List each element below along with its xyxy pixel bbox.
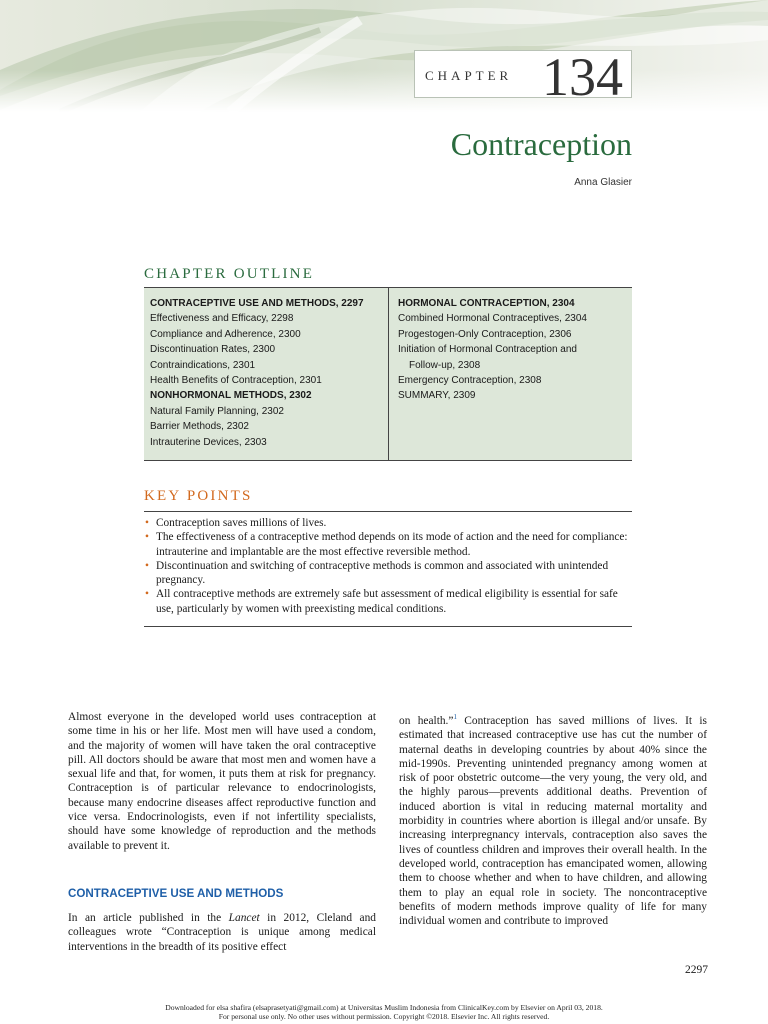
download-footer (0, 1003, 768, 1022)
outline-item[interactable]: Effectiveness and Efficacy, 2298 (150, 313, 294, 325)
key-point-text: The effectiveness of a contraceptive method depends on its mode of action and the need for compliance: intrauterine and implantable are the most effective reversible method. (156, 531, 628, 558)
reference-superscript[interactable]: 1 (453, 713, 457, 721)
outline-item[interactable]: Discontinuation Rates, 2300 (150, 344, 276, 356)
outline-item[interactable]: HORMONAL CONTRACEPTION, 2304 (398, 298, 575, 309)
body-left-column (68, 710, 376, 853)
key-point-text: Discontinuation and switching of contraceptive methods is common and associated with unintended pregnancy. (156, 559, 609, 587)
section-paragraph (68, 911, 376, 954)
outline-right-column (398, 296, 628, 404)
right-paragraph-text-1: on health.” (399, 715, 454, 727)
key-points-heading: KEY POINTS (144, 488, 253, 504)
key-point-text: Contraception saves millions of lives. (156, 517, 327, 529)
key-points-top-rule (144, 511, 632, 512)
journal-name: Lancet (228, 912, 260, 924)
section-paragraph-text-1: In an article published in the (68, 912, 229, 924)
outline-item[interactable]: Compliance and Adherence, 2300 (150, 328, 301, 340)
key-point-text: All contraceptive methods are extremely safe but assessment of medical eligibility is essential for safe use, particularly by women with preexisting medical conditions. (156, 588, 618, 615)
bullet-icon: • (145, 531, 149, 544)
outline-item[interactable]: Combined Hormonal Contraceptives, 2304 (398, 313, 587, 325)
key-points-bottom-rule (144, 626, 632, 627)
footer-line-2: For personal use only. No other uses without permission. Copyright ©2018. Elsevier Inc. All rights reserved. (218, 1012, 550, 1022)
outline-item[interactable]: Follow-up, 2308 (409, 359, 481, 371)
author-name: Anna Glasier (574, 177, 632, 188)
section-paragraph-block (68, 911, 376, 954)
key-points-list (144, 516, 632, 616)
outline-item[interactable]: Progestogen-Only Contraception, 2306 (398, 328, 572, 340)
section-paragraph-text-2: in 2012, Cleland and colleagues wrote “Contraception is unique among medical interventions in the breadth of its positive effect (68, 912, 376, 953)
header-banner-graphic (0, 0, 768, 112)
section-heading: CONTRACEPTIVE USE AND METHODS (68, 887, 284, 900)
outline-item[interactable]: Initiation of Hormonal Contraception and (398, 344, 577, 356)
right-paragraph-text-2: Contraception has saved millions of lives. It is estimated that increased contraceptive use has cut the number of maternal deaths in developing countries by about 40% since the mid-1990s. Preventing unintended pregnancy among women at risk of poor obstetric outcome—the very young, the very old, and the highly parous—prevents additional deaths. Prevention of induced abortion is vital in reducing maternal mortality and morbidity in countries where abortion is illegal and/or unsafe. By increasing interpregnancy intervals, contraception also saves the lives of countless children and improves their overall health. In the developed world, contraception has emancipated women, allowing them to choose whether and when to have children, and allowing them to play an equal role in society. The noncontraceptive benefits of modern methods improve quality of life for many individual women and contribute to improved (399, 715, 707, 928)
outline-item[interactable]: Intrauterine Devices, 2303 (150, 436, 267, 448)
chapter-outline-heading: CHAPTER OUTLINE (144, 266, 315, 282)
right-paragraph (399, 710, 707, 928)
outline-item[interactable]: Barrier Methods, 2302 (150, 421, 249, 433)
bullet-icon: • (145, 517, 149, 529)
bullet-icon: • (145, 588, 149, 601)
chapter-outline-box (144, 288, 632, 461)
key-point-item (144, 530, 632, 559)
outline-item[interactable]: Contraindications, 2301 (150, 359, 256, 371)
body-right-column (399, 710, 707, 928)
intro-paragraph: Almost everyone in the developed world uses contraception at some time in his or her life. Most men will have used a condom, and the majority of women will have taken the oral contraceptive pill. All doctors should be aware that most men and women have a sexual life and that, for women, it puts them at risk for pregnancy. Contraception is of particular relevance to endocrinologists, because many endocrine diseases affect reproductive function and vice versa. Endocrinologists, even if not infertility specialists, should have some knowledge of reproduction and the methods available to prevent it. (68, 711, 376, 852)
outline-item[interactable]: Health Benefits of Contraception, 2301 (150, 375, 322, 387)
bullet-icon: • (145, 559, 149, 572)
chapter-number: 134 (542, 47, 623, 107)
key-point-item (144, 587, 632, 616)
outline-item[interactable]: Emergency Contraception, 2308 (398, 375, 542, 387)
outline-item[interactable]: NONHORMONAL METHODS, 2302 (150, 390, 312, 402)
outline-item[interactable]: Natural Family Planning, 2302 (150, 405, 284, 417)
chapter-label-box (414, 47, 632, 107)
outline-item[interactable]: CONTRACEPTIVE USE AND METHODS, 2297 (150, 298, 364, 309)
page-number: 2297 (685, 964, 708, 976)
outline-left-column (150, 296, 382, 450)
outline-column-divider (388, 288, 389, 460)
key-point-item (144, 559, 632, 588)
outline-item[interactable]: SUMMARY, 2309 (398, 390, 476, 402)
footer-line-1: Downloaded for elsa shafira (elsaprasetyati@gmail.com) at Universitas Muslim Indonesia from ClinicalKey.com by Elsevier on April 03, 2018. (165, 1003, 603, 1012)
chapter-title: Contraception (450, 126, 632, 162)
chapter-word: CHAPTER (425, 68, 513, 83)
key-point-item (144, 516, 632, 530)
